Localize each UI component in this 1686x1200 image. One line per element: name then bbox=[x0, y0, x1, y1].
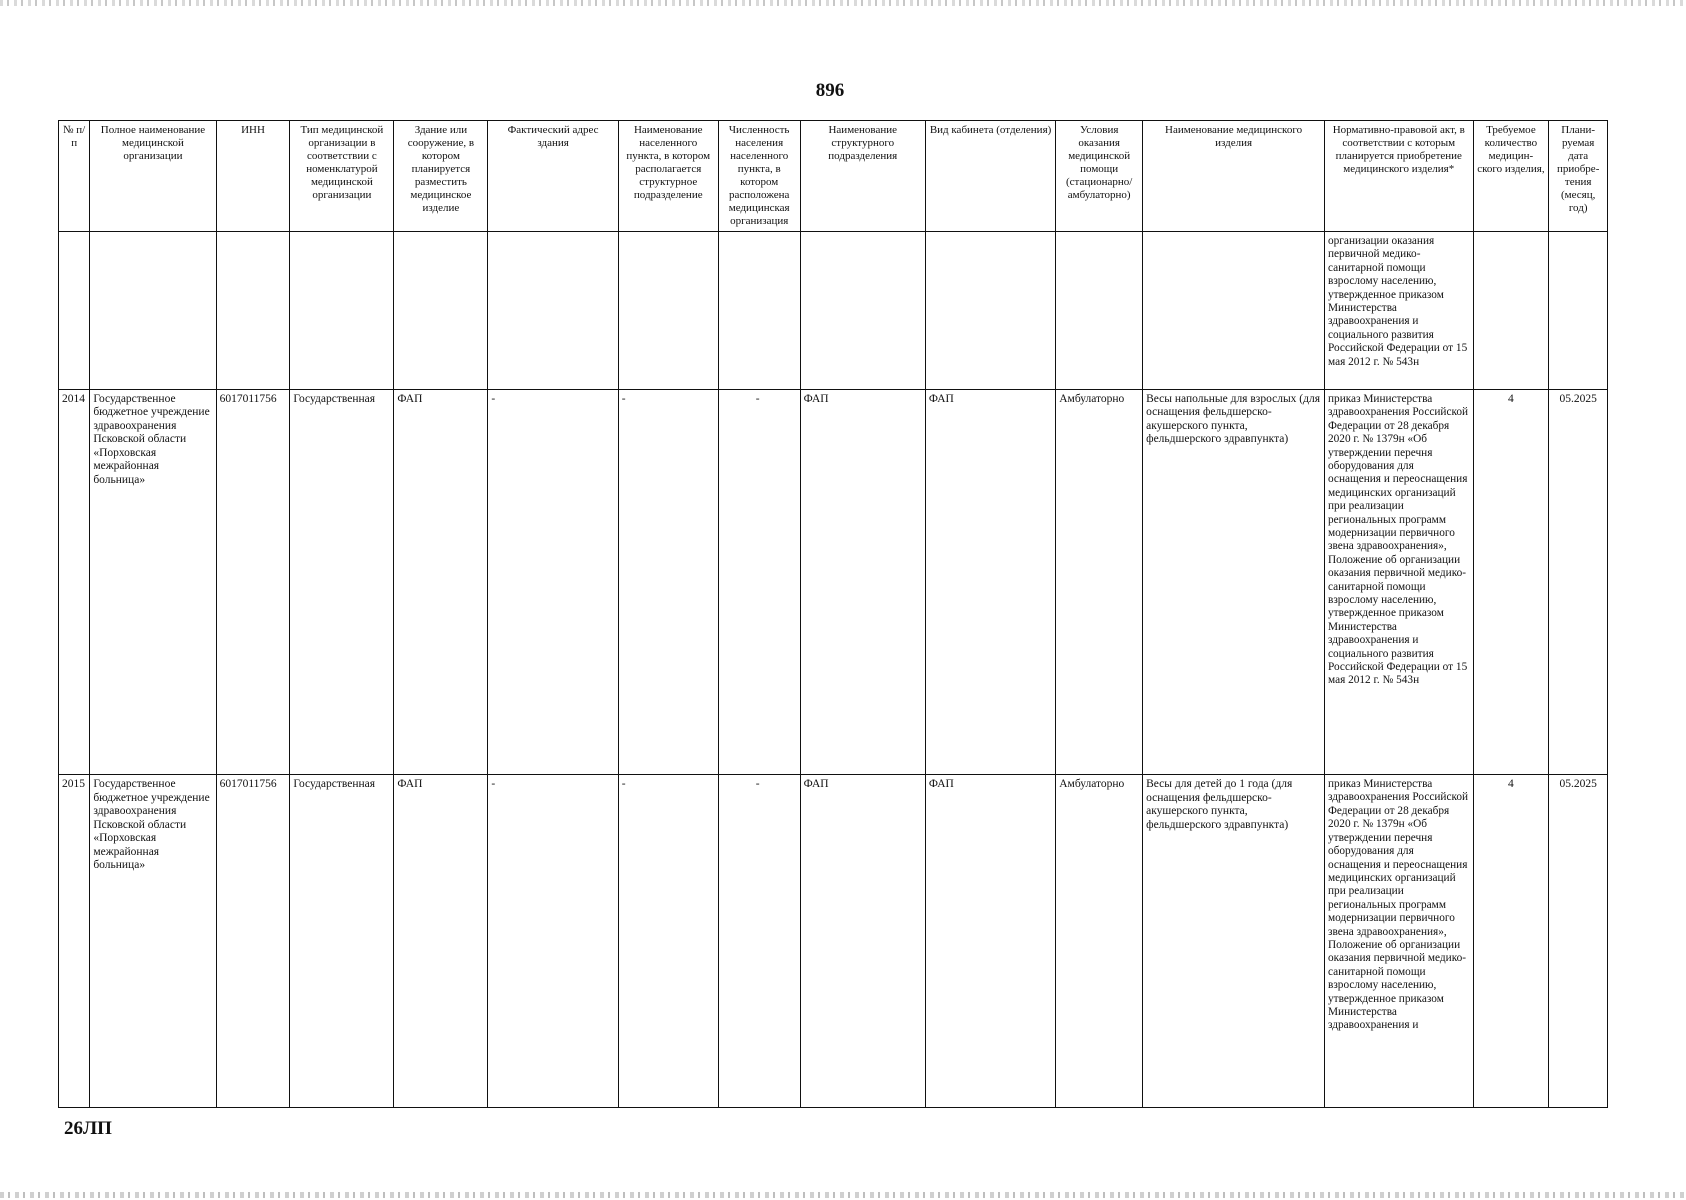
cell-unit: ФАП bbox=[800, 775, 925, 1108]
table-row bbox=[59, 775, 1608, 1108]
cell-org: Государственное бюджетное учреждение здравоохранения Псковской области «Порховская межрайонная больница» bbox=[90, 775, 216, 1108]
header-legal: Нормативно-правовой акт, в соответствии с которым планируется приобретение медицинского изделия* bbox=[1325, 121, 1474, 232]
cell-cabinet: ФАП bbox=[925, 389, 1055, 774]
cell-num: 2014 bbox=[59, 389, 90, 774]
cell-legal-continuation: организации оказания первичной медико-санитарной помощи взрослому населению, утвержденное приказом Министерства здравоохранения и социального развития Российской Федерации от 15 мая 2012 г. № 543н bbox=[1325, 232, 1474, 390]
cell-type: Государственная bbox=[290, 775, 394, 1108]
cell-date: 05.2025 bbox=[1549, 389, 1608, 774]
cell-type: Государственная bbox=[290, 389, 394, 774]
cell-address: - bbox=[488, 389, 618, 774]
cell-inn: 6017011756 bbox=[216, 389, 290, 774]
header-inn: ИНН bbox=[216, 121, 290, 232]
header-cabinet: Вид кабинета (отделения) bbox=[925, 121, 1055, 232]
cell-device: Весы напольные для взрослых (для оснащения фельдшерско-акушерского пункта, фельдшерского здравпункта) bbox=[1143, 389, 1325, 774]
header-population: Численность населения населенного пункта, в котором расположена медицинская организация bbox=[718, 121, 800, 232]
cell-unit: ФАП bbox=[800, 389, 925, 774]
table-header-row bbox=[59, 121, 1608, 232]
cell-building: ФАП bbox=[394, 775, 488, 1108]
page-number: 896 bbox=[815, 80, 845, 101]
header-org: Полное наименование медицинской организации bbox=[90, 121, 216, 232]
cell-building: ФАП bbox=[394, 389, 488, 774]
header-date: Плани- руемая дата приобре- тения (месяц, год) bbox=[1549, 121, 1608, 232]
registry-table bbox=[58, 120, 1608, 1108]
header-conditions: Условия оказания медицинской помощи (стационарно/ амбулаторно) bbox=[1056, 121, 1143, 232]
cell-legal: приказ Министерства здравоохранения Российской Федерации от 28 декабря 2020 г. № 1379н «Об утверждении перечня оборудования для оснащения и переоснащения медицинских организаций при реализации региональных программ модернизации первичного звена здравоохранения», Положение об организации оказания первичной медико-санитарной помощи взрослому населению, утвержденное приказом Министерства здравоохранения и социального развития Российской Федерации от 15 мая 2012 г. № 543н bbox=[1325, 389, 1474, 774]
header-unit: Наименование структурного подразделения bbox=[800, 121, 925, 232]
cell-num: 2015 bbox=[59, 775, 90, 1108]
cell-locality: - bbox=[618, 775, 718, 1108]
cell-locality: - bbox=[618, 389, 718, 774]
footer-code: 26ЛП bbox=[64, 1118, 112, 1139]
header-address: Фактический адрес здания bbox=[488, 121, 618, 232]
cell-population: - bbox=[718, 389, 800, 774]
cell-conditions: Амбулаторно bbox=[1056, 775, 1143, 1108]
header-type: Тип медицинской организации в соответствии с номенклатурой медицинской организации bbox=[290, 121, 394, 232]
cell-legal: приказ Министерства здравоохранения Российской Федерации от 28 декабря 2020 г. № 1379н «Об утверждении перечня оборудования для оснащения и переоснащения медицинских организаций при реализации региональных программ модернизации первичного звена здравоохранения», Положение об организации оказания первичной медико-санитарной помощи взрослому населению, утвержденное приказом Министерства здравоохранения и bbox=[1325, 775, 1474, 1108]
header-num: № п/п bbox=[59, 121, 90, 232]
cell-address: - bbox=[488, 775, 618, 1108]
header-locality: Наименование населенного пункта, в котором располагается структурное подразделение bbox=[618, 121, 718, 232]
table-row bbox=[59, 389, 1608, 774]
scan-edge-top bbox=[0, 0, 1686, 6]
cell-conditions: Амбулаторно bbox=[1056, 389, 1143, 774]
cell-inn: 6017011756 bbox=[216, 775, 290, 1108]
scan-edge-bottom bbox=[0, 1192, 1686, 1198]
cell-org: Государственное бюджетное учреждение здравоохранения Псковской области «Порховская межрайонная больница» bbox=[90, 389, 216, 774]
cell-quantity: 4 bbox=[1473, 775, 1549, 1108]
header-building: Здание или сооружение, в котором планируется разместить медицинское изделие bbox=[394, 121, 488, 232]
cell-quantity: 4 bbox=[1473, 389, 1549, 774]
header-quantity: Требуемое количество медицин- ского изделия, bbox=[1473, 121, 1549, 232]
cell-date: 05.2025 bbox=[1549, 775, 1608, 1108]
table-row-continuation bbox=[59, 232, 1608, 390]
cell-device: Весы для детей до 1 года (для оснащения фельдшерско-акушерского пункта, фельдшерского здравпункта) bbox=[1143, 775, 1325, 1108]
cell-population: - bbox=[718, 775, 800, 1108]
header-device: Наименование медицинского изделия bbox=[1143, 121, 1325, 232]
cell-cabinet: ФАП bbox=[925, 775, 1055, 1108]
